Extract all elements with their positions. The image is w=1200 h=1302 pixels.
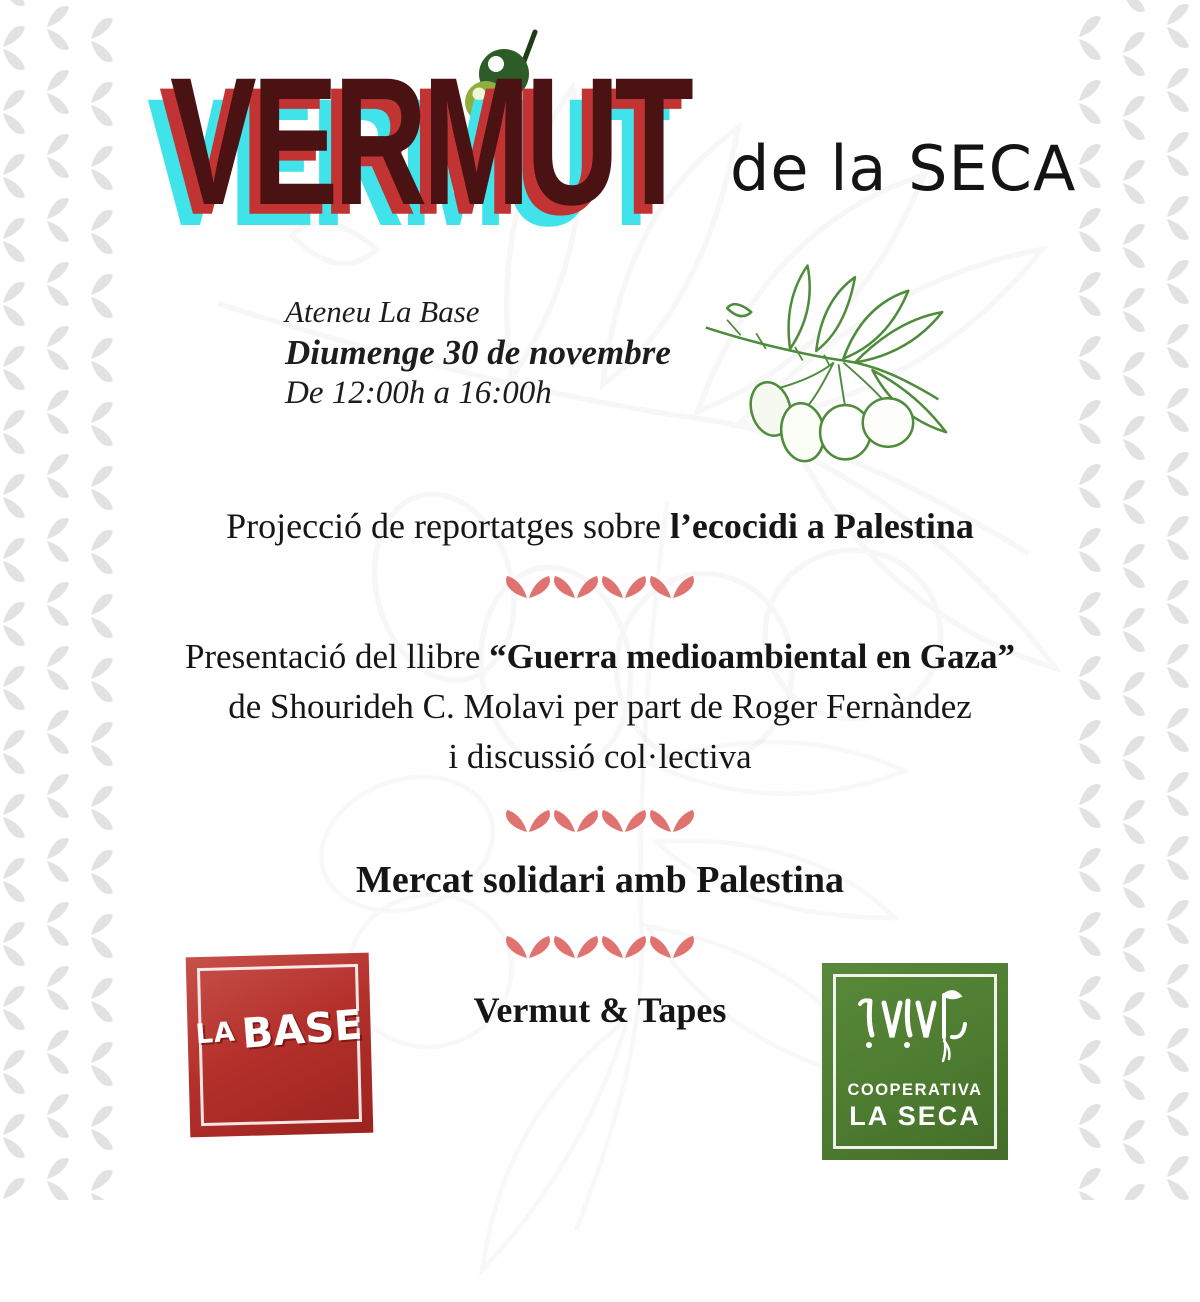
la-seca-logo	[822, 963, 1008, 1160]
leaf-divider	[504, 806, 696, 834]
book-line2: de Shourideh C. Molavi per part de Roger Fernàndez	[228, 687, 972, 726]
title-vermut: VERMUT	[170, 38, 689, 244]
la-seca-logo-line2: LA SECA	[849, 1101, 981, 1131]
screening-line	[130, 504, 1070, 548]
food-line: Vermut & Tapes	[473, 990, 727, 1030]
screening-highlight: l’ecocidi a Palestina	[669, 506, 974, 546]
market-line: Mercat solidari amb Palestina	[356, 859, 844, 901]
la-base-logo	[186, 953, 374, 1138]
book-title: “Guerra medioambiental en Gaza”	[489, 637, 1016, 676]
la-base-logo-text: LABASE	[194, 1000, 365, 1058]
leaf-divider	[504, 932, 696, 960]
book-presentation-block	[130, 632, 1070, 782]
event-info	[285, 292, 705, 414]
screening-prefix: Projecció de reportatges sobre	[226, 506, 670, 546]
venue-text: Ateneu La Base	[285, 294, 480, 329]
la-seca-logo-border	[833, 974, 997, 1149]
time-text: De 12:00h a 16:00h	[285, 375, 552, 411]
olive-branch-illustration	[698, 252, 950, 470]
leaf-divider	[504, 572, 696, 600]
title-de-la-seca: de la SECA	[730, 132, 1077, 205]
date-text: Diumenge 30 de novembre	[285, 333, 671, 372]
poster-title	[170, 38, 1077, 244]
book-line3: i discussió col·lectiva	[448, 737, 752, 776]
book-prefix: Presentació del llibre	[184, 637, 490, 676]
la-seca-logo-line1: COOPERATIVA	[847, 1081, 983, 1099]
book-line1	[130, 632, 1070, 682]
